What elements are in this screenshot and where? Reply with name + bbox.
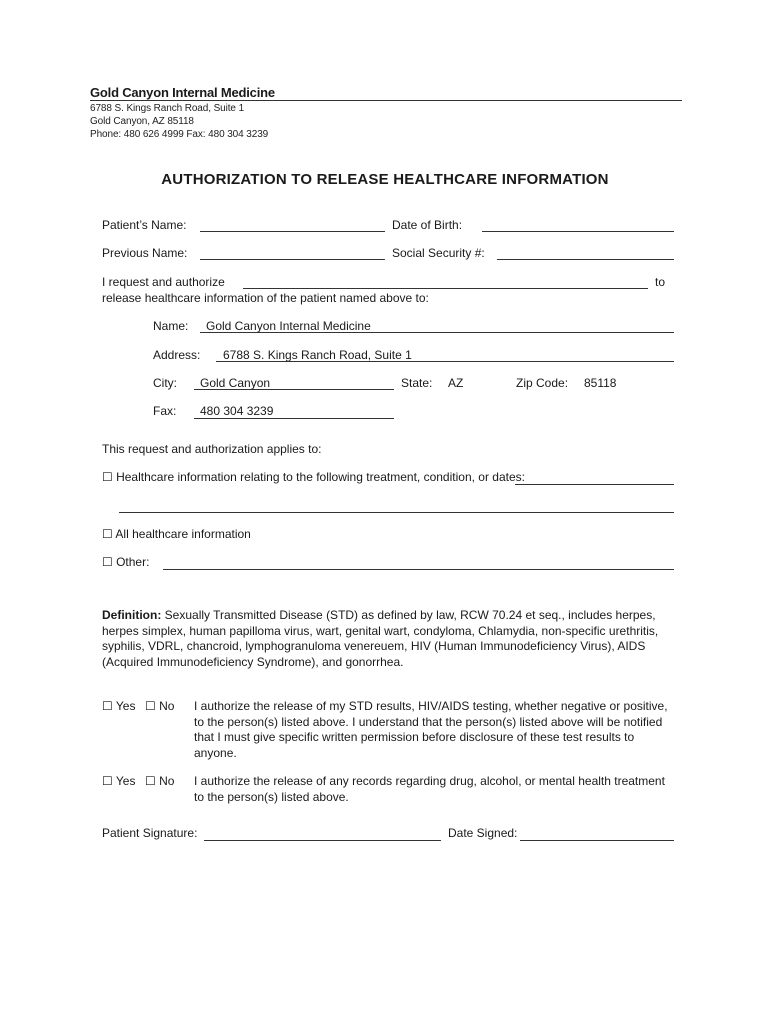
practice-phone-fax: Phone: 480 626 4999 Fax: 480 304 3239 xyxy=(90,129,269,140)
recipient-zip-value: 85118 xyxy=(584,376,617,390)
recipient-address-field[interactable] xyxy=(216,361,674,362)
ssn-field[interactable] xyxy=(497,259,674,260)
treatment-field-continued[interactable] xyxy=(119,512,674,513)
recipient-name-field[interactable] xyxy=(200,332,674,333)
applies-intro: This request and authorization applies to: xyxy=(102,442,322,456)
practice-city: Gold Canyon, AZ 85118 xyxy=(90,116,194,127)
recipient-address-label: Address: xyxy=(153,348,201,362)
drug-alcohol-yes-checkbox[interactable]: ☐ Yes xyxy=(102,774,136,788)
option-specific-treatment[interactable]: ☐ Healthcare information relating to the following treatment, condition, or dates: xyxy=(102,470,525,484)
std-definition xyxy=(102,608,672,670)
definition-label: Definition: xyxy=(102,608,162,622)
header-divider xyxy=(90,100,682,101)
other-field[interactable] xyxy=(163,569,674,570)
patient-name-label: Patient’s Name: xyxy=(102,218,187,232)
patient-name-field[interactable] xyxy=(200,231,385,232)
date-signed-label: Date Signed: xyxy=(448,826,518,840)
recipient-state-label: State: xyxy=(401,376,433,390)
option-all-healthcare[interactable]: ☐ All healthcare information xyxy=(102,527,251,541)
recipient-name-label: Name: xyxy=(153,319,189,333)
option-other[interactable]: ☐ Other: xyxy=(102,555,150,569)
request-lead: I request and authorize xyxy=(102,275,225,289)
recipient-city-field[interactable] xyxy=(194,389,394,390)
dob-field[interactable] xyxy=(482,231,674,232)
previous-name-label: Previous Name: xyxy=(102,246,188,260)
recipient-fax-value: 480 304 3239 xyxy=(200,404,274,418)
definition-text: Sexually Transmitted Disease (STD) as defined by law, RCW 70.24 et seq., includes herpes, herpes simplex, human papilloma virus, wart, genital wart, condyloma, Chlamydia, non-specific urethritis, syphilis, VDRL, chancroid, lymphogranuloma venereuem, HIV (Human Immunodeficiency Virus), AIDS (Acquired Immunodeficiency Syndrome), and gonorrhea. xyxy=(102,608,659,669)
request-line2: release healthcare information of the patient named above to: xyxy=(102,291,429,305)
std-authorization-text: I authorize the release of my STD results, HIV/AIDS testing, whether negative or positive, to the person(s) listed above. I understand that the person(s) listed above will be notified that I must give specific written permission before disclosure of these test results to anyone. xyxy=(194,699,668,760)
practice-address: 6788 S. Kings Ranch Road, Suite 1 xyxy=(90,103,245,114)
drug-alcohol-authorization-text: I authorize the release of any records regarding drug, alcohol, or mental health treatment to the person(s) listed above. xyxy=(194,774,665,804)
recipient-state-value: AZ xyxy=(448,376,464,390)
recipient-city-value: Gold Canyon xyxy=(200,376,271,390)
practice-name: Gold Canyon Internal Medicine xyxy=(90,85,275,100)
recipient-city-label: City: xyxy=(153,376,177,390)
ssn-label: Social Security #: xyxy=(392,246,485,260)
treatment-field[interactable] xyxy=(515,484,674,485)
previous-name-field[interactable] xyxy=(200,259,385,260)
request-to: to xyxy=(655,275,666,289)
drug-alcohol-no-checkbox[interactable]: ☐ No xyxy=(145,774,175,788)
recipient-address-value: 6788 S. Kings Ranch Road, Suite 1 xyxy=(223,348,412,362)
std-no-checkbox[interactable]: ☐ No xyxy=(145,699,175,713)
recipient-fax-label: Fax: xyxy=(153,404,177,418)
dob-label: Date of Birth: xyxy=(392,218,463,232)
recipient-fax-field[interactable] xyxy=(194,418,394,419)
signature-label: Patient Signature: xyxy=(102,826,198,840)
std-yes-checkbox[interactable]: ☐ Yes xyxy=(102,699,136,713)
recipient-name-value: Gold Canyon Internal Medicine xyxy=(206,319,371,333)
page-title: AUTHORIZATION TO RELEASE HEALTHCARE INFORMATION xyxy=(161,171,609,188)
signature-field[interactable] xyxy=(204,840,441,841)
date-signed-field[interactable] xyxy=(520,840,674,841)
recipient-zip-label: Zip Code: xyxy=(516,376,569,390)
authorize-party-field[interactable] xyxy=(243,288,648,289)
